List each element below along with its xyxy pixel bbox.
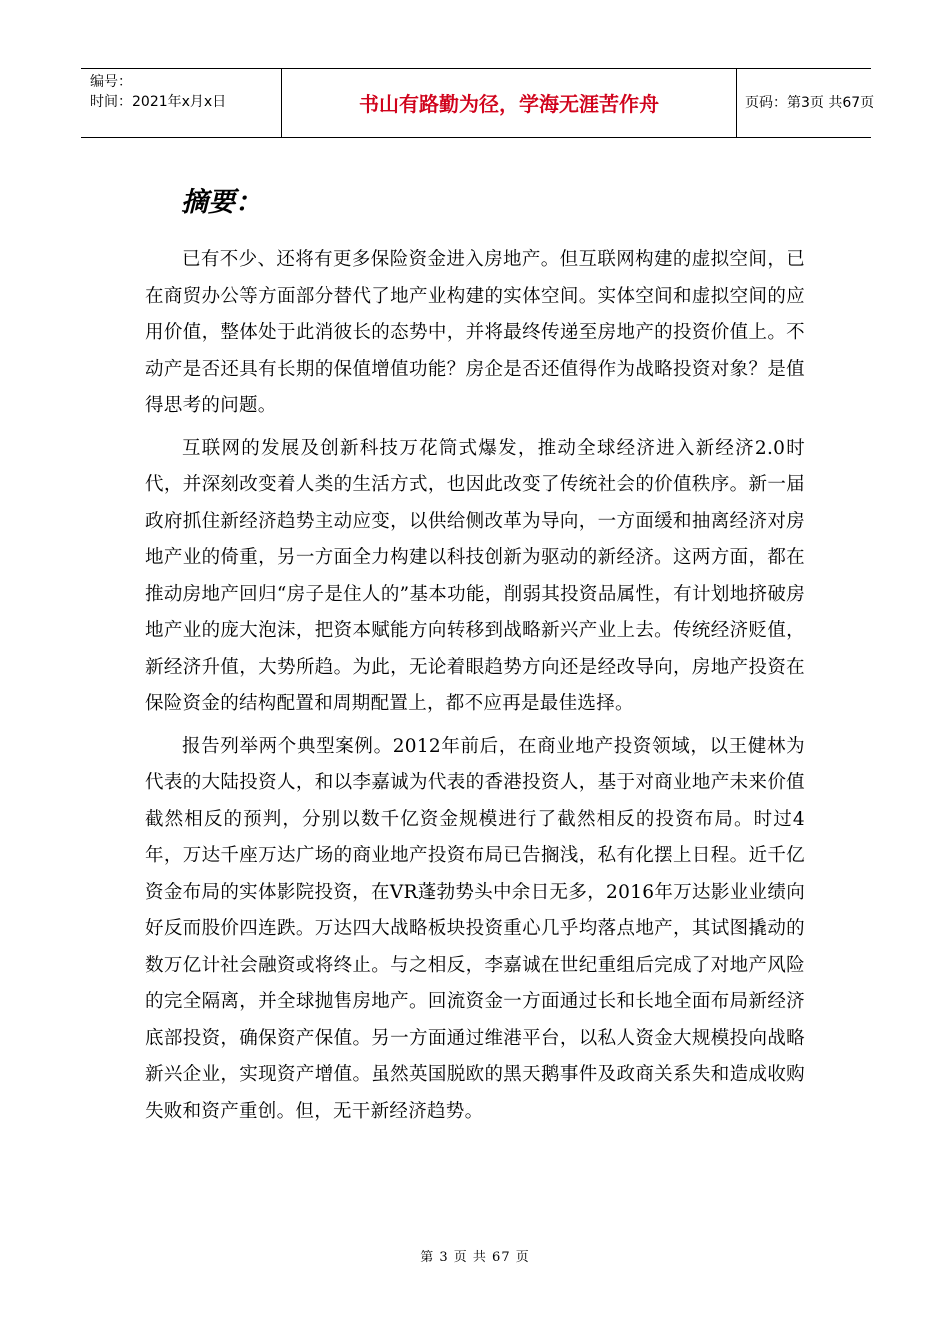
- paragraph: 互联网的发展及创新科技万花筒式爆发，推动全球经济进入新经济2.0时代，并深刻改变着人类的生活方式，也因此改变了传统社会的价值秩序。新一届政府抓住新经济趋势主动应变，以供给侧改革为导向，一方面缓和抽离经济对房地产业的倚重，另一方面全力构建以科技创新为驱动的新经济。这两方面，都在推动房地产回归“房子是住人的”基本功能，削弱其投资品属性，有计划地挤破房地产业的庞大泡沫，把资本赋能方向转移到战略新兴产业上去。传统经济贬值，新经济升值，大势所趋。为此，无论着眼趋势方向还是经改导向，房地产投资在保险资金的结构配置和周期配置上，都不应再是最佳选择。: [145, 437, 805, 714]
- document-body: [145, 242, 805, 1136]
- abstract-title: 摘要：: [181, 187, 262, 218]
- slogan: 书山有路勤为径，学海无涯苦作舟: [359, 92, 659, 116]
- paragraph: 已有不少、还将有更多保险资金进入房地产。但互联网构建的虚拟空间，已在商贸办公等方面部分替代了地产业构建的实体空间。实体空间和虚拟空间的应用价值，整体处于此消彼长的态势中，并将最终传递至房地产的投资价值上。不动产是否还具有长期的保值增值功能？房企是否还值得作为战略投资对象？是值得思考的问题。: [145, 249, 805, 416]
- paragraph: 报告列举两个典型案例。2012年前后，在商业地产投资领域，以王健林为代表的大陆投资人，和以李嘉诚为代表的香港投资人，基于对商业地产未来价值截然相反的预判，分别以数千亿资金规模进行了截然相反的投资布局。时过4年，万达千座万达广场的商业地产投资布局已告搁浅，私有化摆上日程。近千亿资金布局的实体影院投资，在VR蓬勃势头中余日无多，2016年万达影业业绩向好反而股价四连跌。万达四大战略板块投资重心几乎均落点地产，其试图撬动的数万亿计社会融资或将终止。与之相反，李嘉诚在世纪重组后完成了对地产风险的完全隔离，并全球抛售房地产。回流资金一方面通过长和长地全面布局新经济底部投资，确保资产保值。另一方面通过维港平台，以私人资金大规模投向战略新兴企业，实现资产增值。虽然英国脱欧的黑天鹅事件及政商关系失和造成收购失败和资产重创。但，无干新经济趋势。: [145, 735, 805, 1122]
- page-info: 页码：第3页 共67页: [745, 95, 875, 111]
- page-header: [81, 68, 875, 138]
- header-page-cell: [737, 69, 875, 137]
- page-footer: 第 3 页 共 67 页: [420, 1250, 530, 1265]
- date-label: 时间：2021年x月x日: [90, 94, 227, 110]
- header-meta-cell: [81, 69, 282, 137]
- code-label: 编号：: [90, 74, 132, 90]
- header-slogan-cell: [282, 69, 737, 137]
